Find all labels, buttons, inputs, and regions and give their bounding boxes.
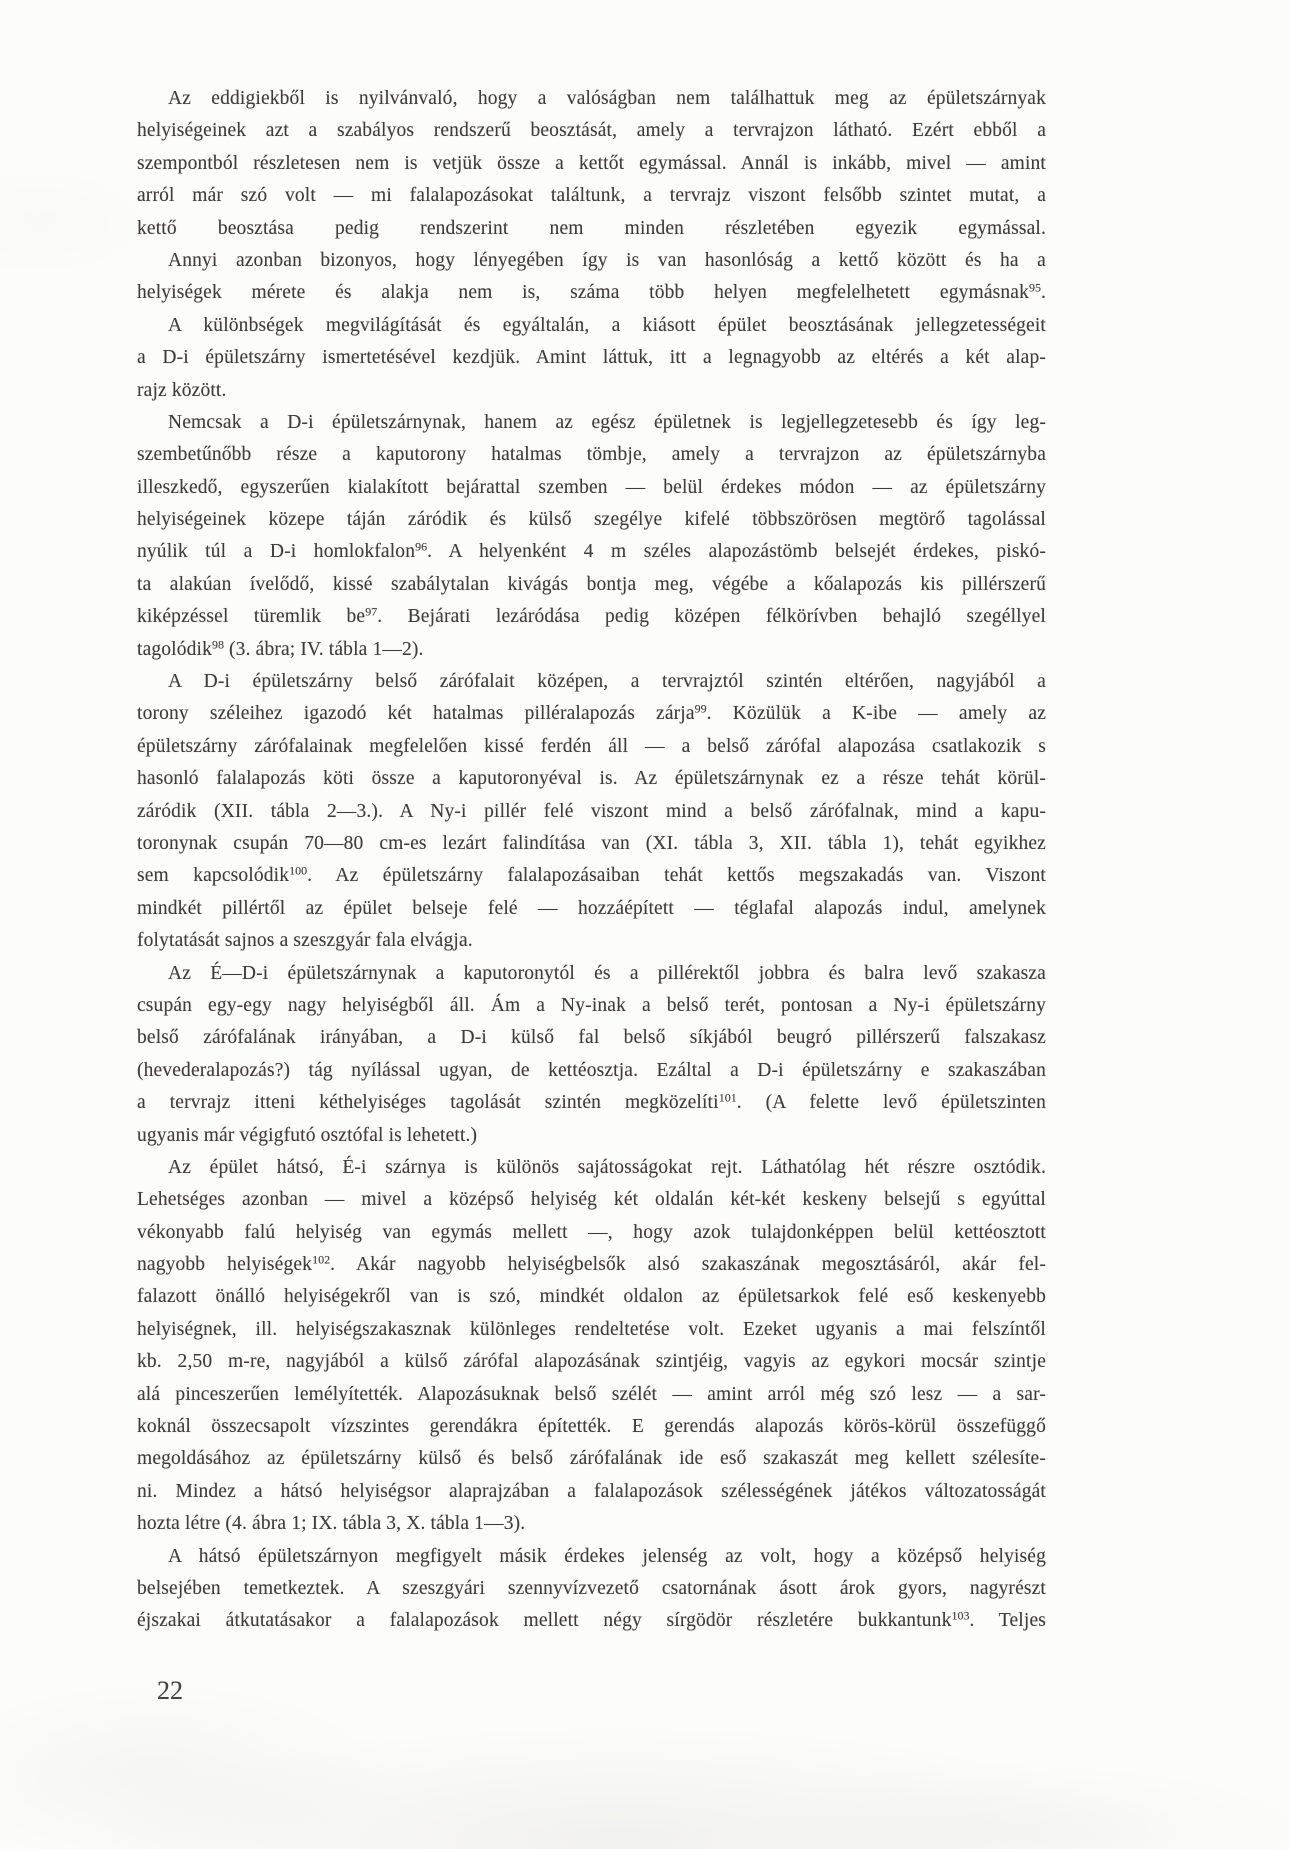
text-line: arról már szó volt — mi falalapozásokat találtunk, a tervrajz viszont felsőbb szintet mutat, a	[137, 185, 1046, 207]
footnote-ref: 101	[718, 1090, 737, 1105]
text-line: A D-i épületszárny belső zárófalait középen, a tervrajztól szintén eltérően, nagyjából a	[168, 671, 1046, 693]
text-line: épületszárny zárófalainak megfelelően kissé ferdén áll — a belső zárófal alapozása csatlakozik s	[137, 735, 1046, 757]
footnote-ref: 96	[415, 539, 428, 554]
text-line: falazott önálló helyiségekről van is szó, mindkét oldalon az épületsarkok felé eső keskenyebb	[137, 1286, 1046, 1308]
text-line: Az É—D-i épületszárnynak a kaputoronytól és a pillérektől jobbra és balra levő szakasza	[168, 962, 1046, 984]
text-block	[137, 83, 1046, 1638]
footnote-ref: 99	[694, 701, 707, 716]
text-line: A hátsó épületszárnyon megfigyelt másik érdekes jelenség az volt, hogy a középső helyiség	[168, 1545, 1046, 1567]
text-line: szembetűnőbb része a kaputorony hatalmas tömbje, amely a tervrajzon az épületszárnyba	[137, 444, 1046, 466]
text-line: A különbségek megvilágítását és egyáltalán, a kiásott épület beosztásának jellegzetességeit	[168, 314, 1046, 336]
text-line: kiképzéssel türemlik $be^{97}$. Bejárati lezáródása pedig középen félkörívben behajló szegéllyel	[137, 604, 1046, 628]
text-line: toronynak csupán 70—80 cm-es lezárt falindítása van (XI. tábla 3, XII. tábla 1), tehát egyikhez	[137, 832, 1046, 854]
text-line: éjszakai átkutatásakor a falalapozások mellett négy sírgödör részletére bukkantunk$^{103}$. Teljes	[137, 1608, 1046, 1632]
text-line: rajz között.	[137, 379, 227, 401]
text-line: sem kapcsolódik$^{100}$. Az épületszárny falalapozásaiban tehát kettős megszakadás van. Viszont	[137, 863, 1046, 887]
text-line: helyiségek mérete és alakja nem is, száma több helyen megfelelhetett egymásnak$^{95}$.	[137, 280, 1046, 304]
text-line: záródik (XII. tábla 2—3.). A Ny-i pillér felé viszont mind a belső zárófalnak, mind a kapu-	[137, 800, 1046, 822]
text-line: folytatását sajnos a szeszgyár fala elvágja.	[137, 930, 473, 952]
text-line: megoldásához az épületszárny külső és belső zárófalának ide eső szakaszát meg kellett szélesíte-	[137, 1448, 1046, 1470]
text-line: nagyobb helyiségek$^{102}$. Akár nagyobb helyiségbelsők alsó szakaszának megosztásáról, akár fel-	[137, 1252, 1046, 1276]
text-line: helyiségeinek közepe táján záródik és külső szegélye kifelé többszörösen megtörő tagolással	[137, 509, 1046, 531]
text-line: belső zárófalának irányában, a D-i külső fal belső síkjából beugró pillérszerű falszakasz	[137, 1027, 1046, 1049]
text-line: csupán egy-egy nagy helyiségből áll. Ám a Ny-inak a belső terét, pontosan a Ny-i épületszárny	[137, 994, 1046, 1016]
text-line: szempontból részletesen nem is vetjük össze a kettőt egymással. Annál is inkább, mivel — amint	[137, 152, 1046, 174]
text-line: tagolódik$^{98}$ (3. ábra; IV. tábla 1—2).	[137, 637, 424, 660]
text-line: alá pinceszerűen lemélyítették. Alapozásuknak belső szélét — amint arról még szó lesz — a sar-	[137, 1383, 1046, 1405]
text-line: (hevederalapozás?) tág nyílással ugyan, de kettéosztja. Ezáltal a D-i épületszárny e szakaszában	[137, 1059, 1046, 1081]
text-line: kb. 2,50 m-re, nagyjából a külső zárófal alapozásának szintjéig, vagyis az egykori mocsár szintje	[137, 1351, 1046, 1373]
text-line: ugyanis már végigfutó osztófal is lehetett.)	[137, 1124, 478, 1146]
text-line: nyúlik túl a D-i homlokfalon$^{96}$. A helyenként 4 m széles alapozástömb belsejét érdekes, piskó-	[137, 539, 1046, 563]
text-line: Annyi azonban bizonyos, hogy lényegében így is van hasonlóság a kettő között és ha a	[168, 249, 1046, 271]
footnote-ref: 97	[365, 604, 378, 619]
text-line: a tervrajz itteni kéthelyiséges tagolását szintén megközelíti$^{101}$. (A felette levő épületszinten	[137, 1090, 1046, 1114]
text-line: koknál összecsapolt vízszintes gerendákra építették. E gerendás alapozás körös-körül összefüggő	[137, 1416, 1046, 1438]
text-line: ta alakúan ívelődő, kissé szabálytalan kivágás bontja meg, végébe a kőalapozás kis pillérszerű	[137, 573, 1046, 595]
footnote-ref: 98	[212, 637, 225, 652]
text-line: vékonyabb falú helyiség van egymás mellett —, hogy azok tulajdonképpen belül kettéosztott	[137, 1221, 1046, 1243]
text-line: hasonló falalapozás köti össze a kaputoronyéval is. Az épületszárnynak ez a része tehát körül-	[137, 768, 1046, 790]
footnote-ref: 103	[951, 1608, 970, 1623]
text-line: Nemcsak a D-i épületszárnynak, hanem az egész épületnek is legjellegzetesebb és így leg-	[168, 411, 1046, 433]
text-line: torony széleihez igazodó két hatalmas pilléralapozás zárja$^{99}$. Közülük a K-ibe — amely az	[137, 701, 1046, 725]
text-line: Az épület hátsó, É-i szárnya is különös sajátosságokat rejt. Láthatólag hét részre osztódik.	[168, 1156, 1046, 1178]
text-line: Lehetséges azonban — mivel a középső helyiség két oldalán két-két keskeny belsejű s egyúttal	[137, 1189, 1046, 1211]
text-line: Az eddigiekből is nyilvánvaló, hogy a valóságban nem találhattuk meg az épületszárnyak	[168, 88, 1046, 109]
text-line: hozta létre (4. ábra 1; IX. tábla 3, X. tábla 1—3).	[137, 1513, 526, 1535]
text-line: a D-i épületszárny ismertetésével kezdjük. Amint láttuk, itt a legnagyobb az eltérés a két alap-	[137, 347, 1046, 369]
footnote-ref: 102	[312, 1252, 331, 1267]
text-line: illeszkedő, egyszerűen kialakított bejárattal szemben — belül érdekes módon — az épületszárny	[137, 476, 1046, 498]
text-line: helyiségnek, ill. helyiségszakasznak különleges rendeltetése volt. Ezeket ugyanis a mai felszíntől	[137, 1318, 1046, 1340]
page-number: 22	[157, 1676, 183, 1705]
footnote-ref: 100	[289, 863, 308, 878]
text-line: belsejében temetkeztek. A szeszgyári szennyvízvezető csatornának ásott árok gyors, nagyrészt	[137, 1577, 1046, 1599]
text-line: helyiségeinek azt a szabályos rendszerű beosztását, amely a tervrajzon látható. Ezért ebből a	[137, 120, 1046, 142]
text-line: mindkét pillértől az épület belseje felé — hozzáépített — téglafal alapozás indul, amelynek	[137, 897, 1046, 919]
text-line: kettő beosztása pedig rendszerint nem minden részletében egyezik egymással.	[137, 217, 1046, 239]
text-line: ni. Mindez a hátsó helyiségsor alaprajzában a falalapozások szélességének játékos változatosságát	[137, 1480, 1046, 1502]
footnote-ref: 95	[1028, 280, 1041, 295]
